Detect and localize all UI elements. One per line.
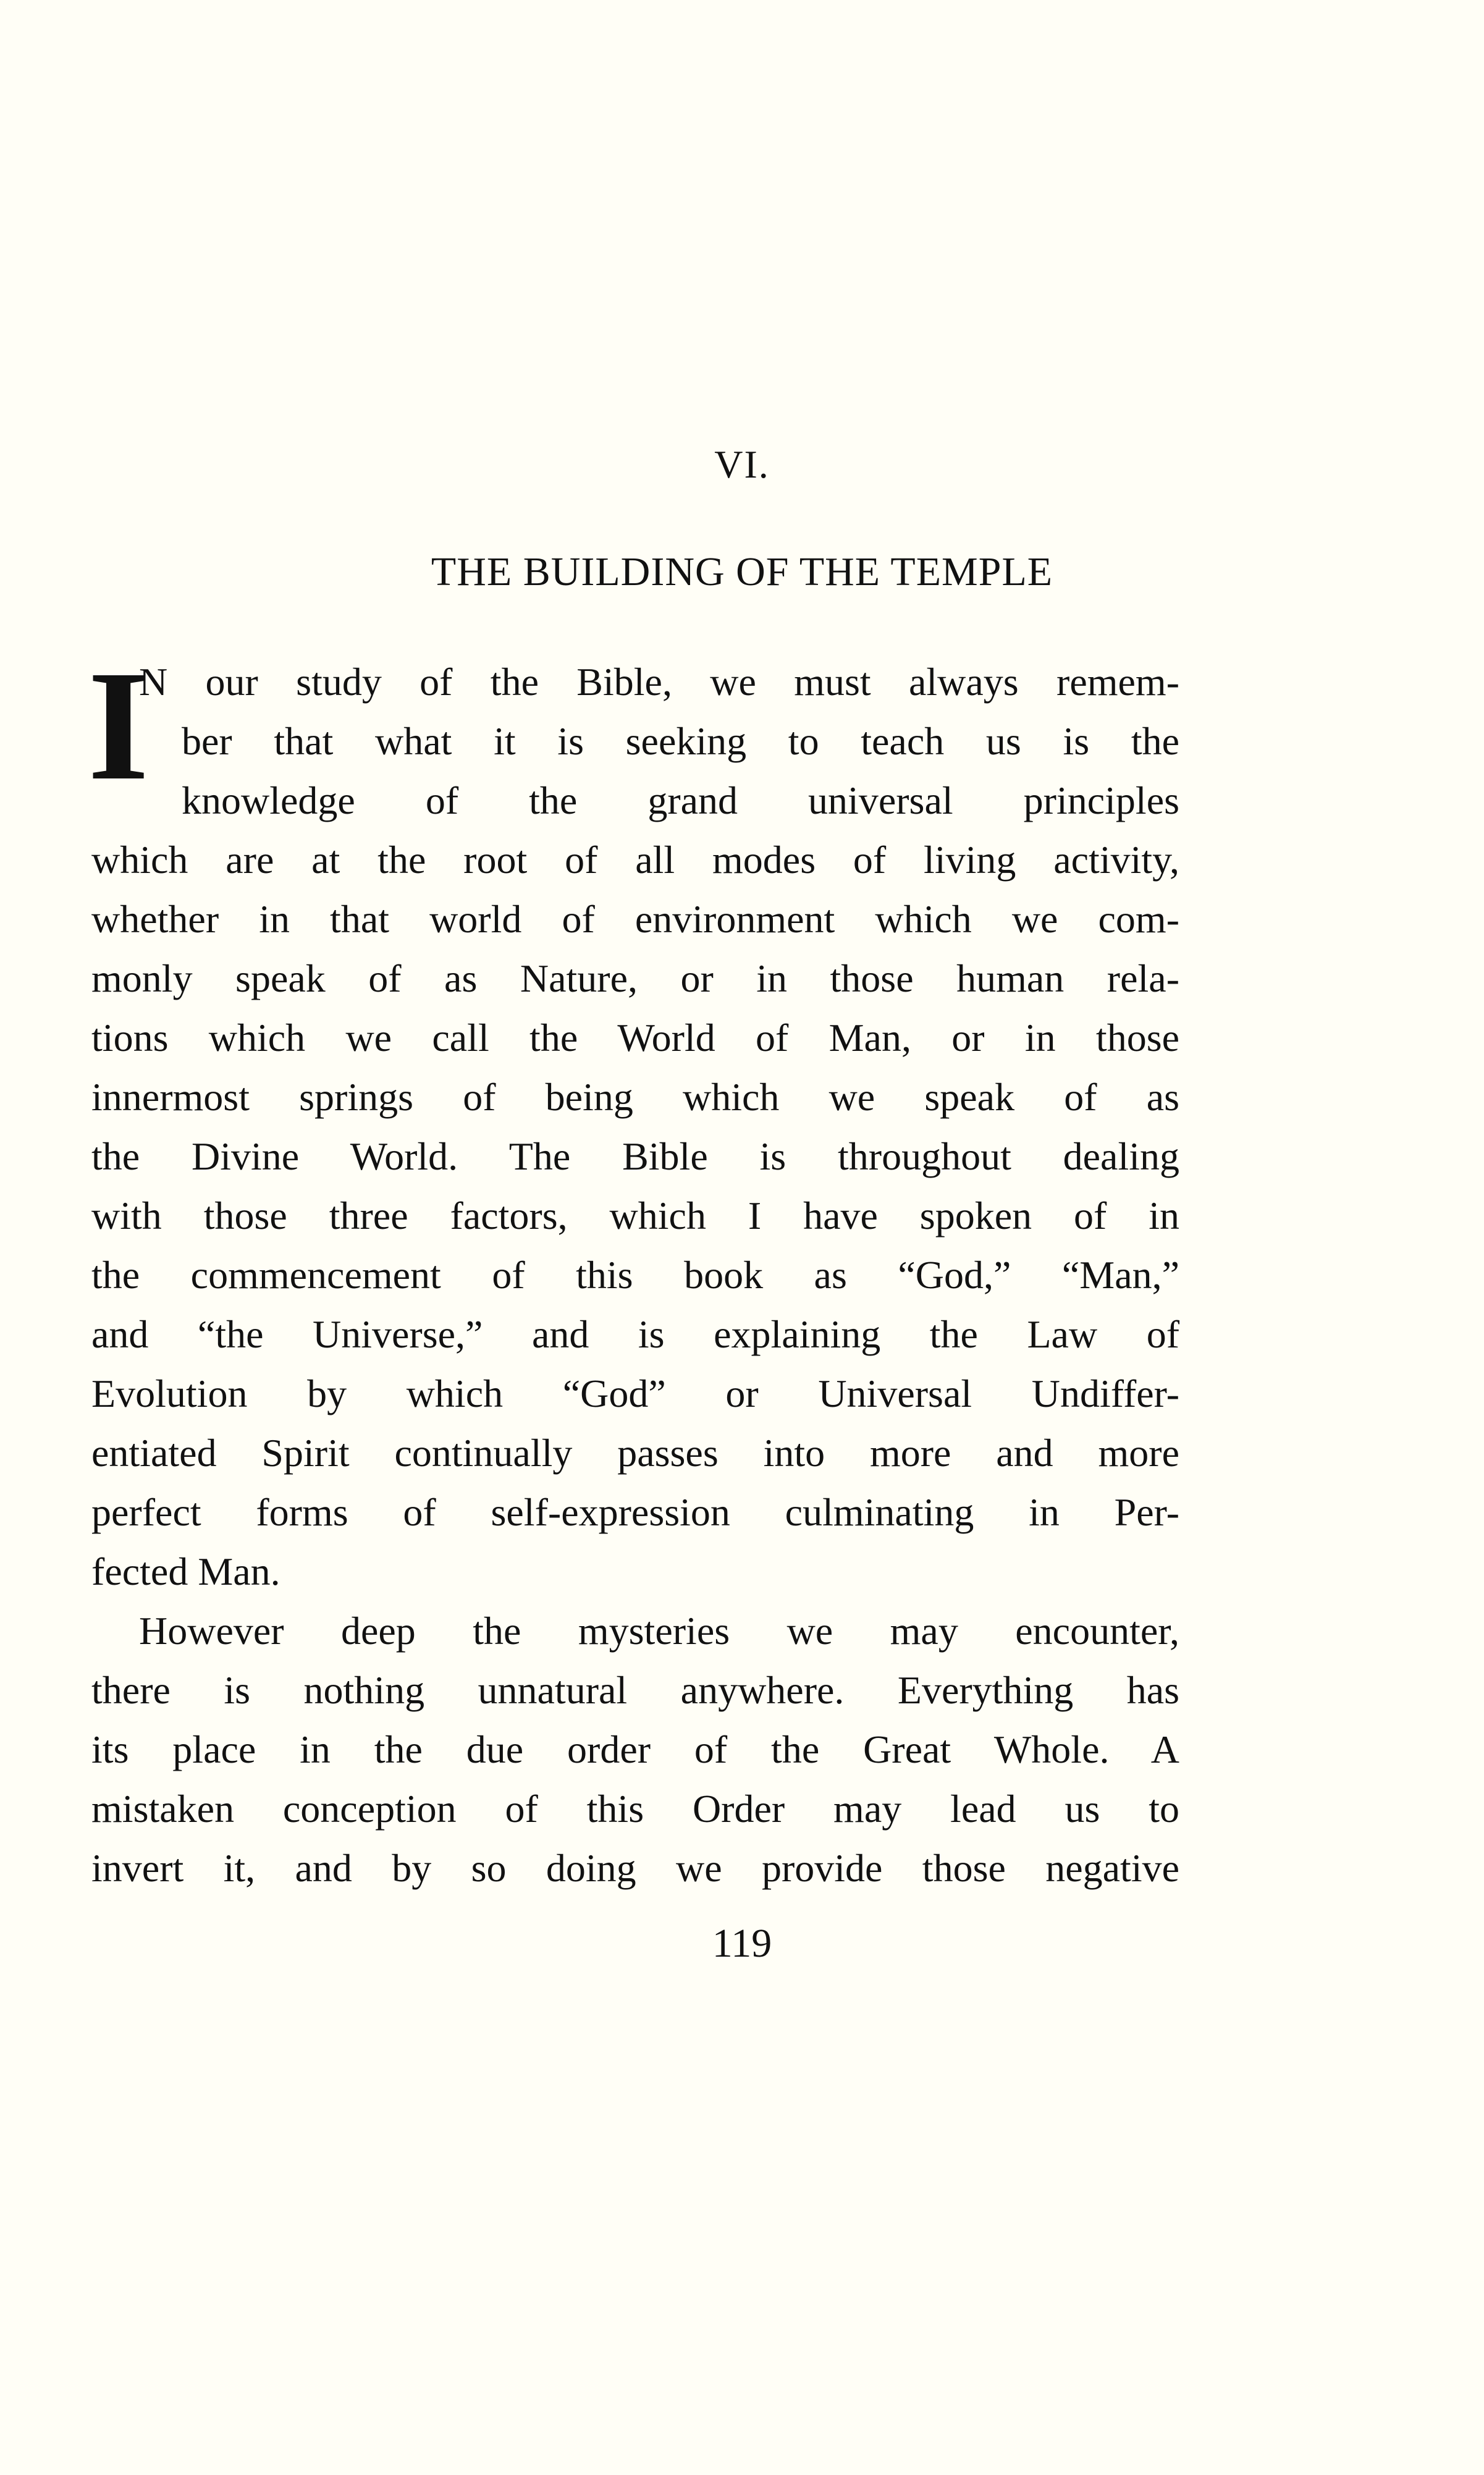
text-line: which are at the root of all modes of living activity, (91, 838, 1179, 882)
text-line: monly speak of as Nature, or in those human rela- (91, 956, 1179, 1000)
chapter-title: THE BUILDING OF THE TEMPLE (431, 549, 1053, 594)
text-line: innermost springs of being which we speak of as (91, 1075, 1179, 1119)
text-line: perfect forms of self-expression culminating in Per- (91, 1490, 1179, 1534)
text-line: N our study of the Bible, we must always remem- (139, 660, 1179, 704)
text-line: the Divine World. The Bible is throughout dealing (91, 1134, 1179, 1178)
text-line: whether in that world of environment which we com- (91, 897, 1179, 941)
text-line: with those three factors, which I have spoken of in (91, 1194, 1179, 1238)
text-line: However deep the mysteries we may encounter, (139, 1609, 1179, 1653)
text-line: invert it, and by so doing we provide those negative (91, 1846, 1179, 1890)
page-number: 119 (712, 1921, 772, 1966)
chapter-number: VI. (714, 442, 770, 486)
text-line: there is nothing unnatural anywhere. Everything has (91, 1668, 1179, 1712)
text-line: and “the Universe,” and is explaining the Law of (91, 1312, 1179, 1356)
text-line: fected Man. (91, 1550, 280, 1593)
text-line: Evolution by which “God” or Universal Undiffer- (91, 1372, 1179, 1415)
text-line: entiated Spirit continually passes into more and more (91, 1431, 1179, 1475)
text-line: ber that what it is seeking to teach us is the (182, 719, 1179, 763)
text-line: the commencement of this book as “God,” “Man,” (91, 1253, 1179, 1297)
drop-cap: I (88, 639, 150, 813)
text-line: knowledge of the grand universal principles (182, 778, 1179, 822)
body-text (91, 652, 1179, 1898)
text-line: its place in the due order of the Great Whole. A (91, 1727, 1179, 1771)
text-line: mistaken conception of this Order may lead us to (91, 1787, 1179, 1831)
text-line: tions which we call the World of Man, or in those (91, 1016, 1179, 1060)
